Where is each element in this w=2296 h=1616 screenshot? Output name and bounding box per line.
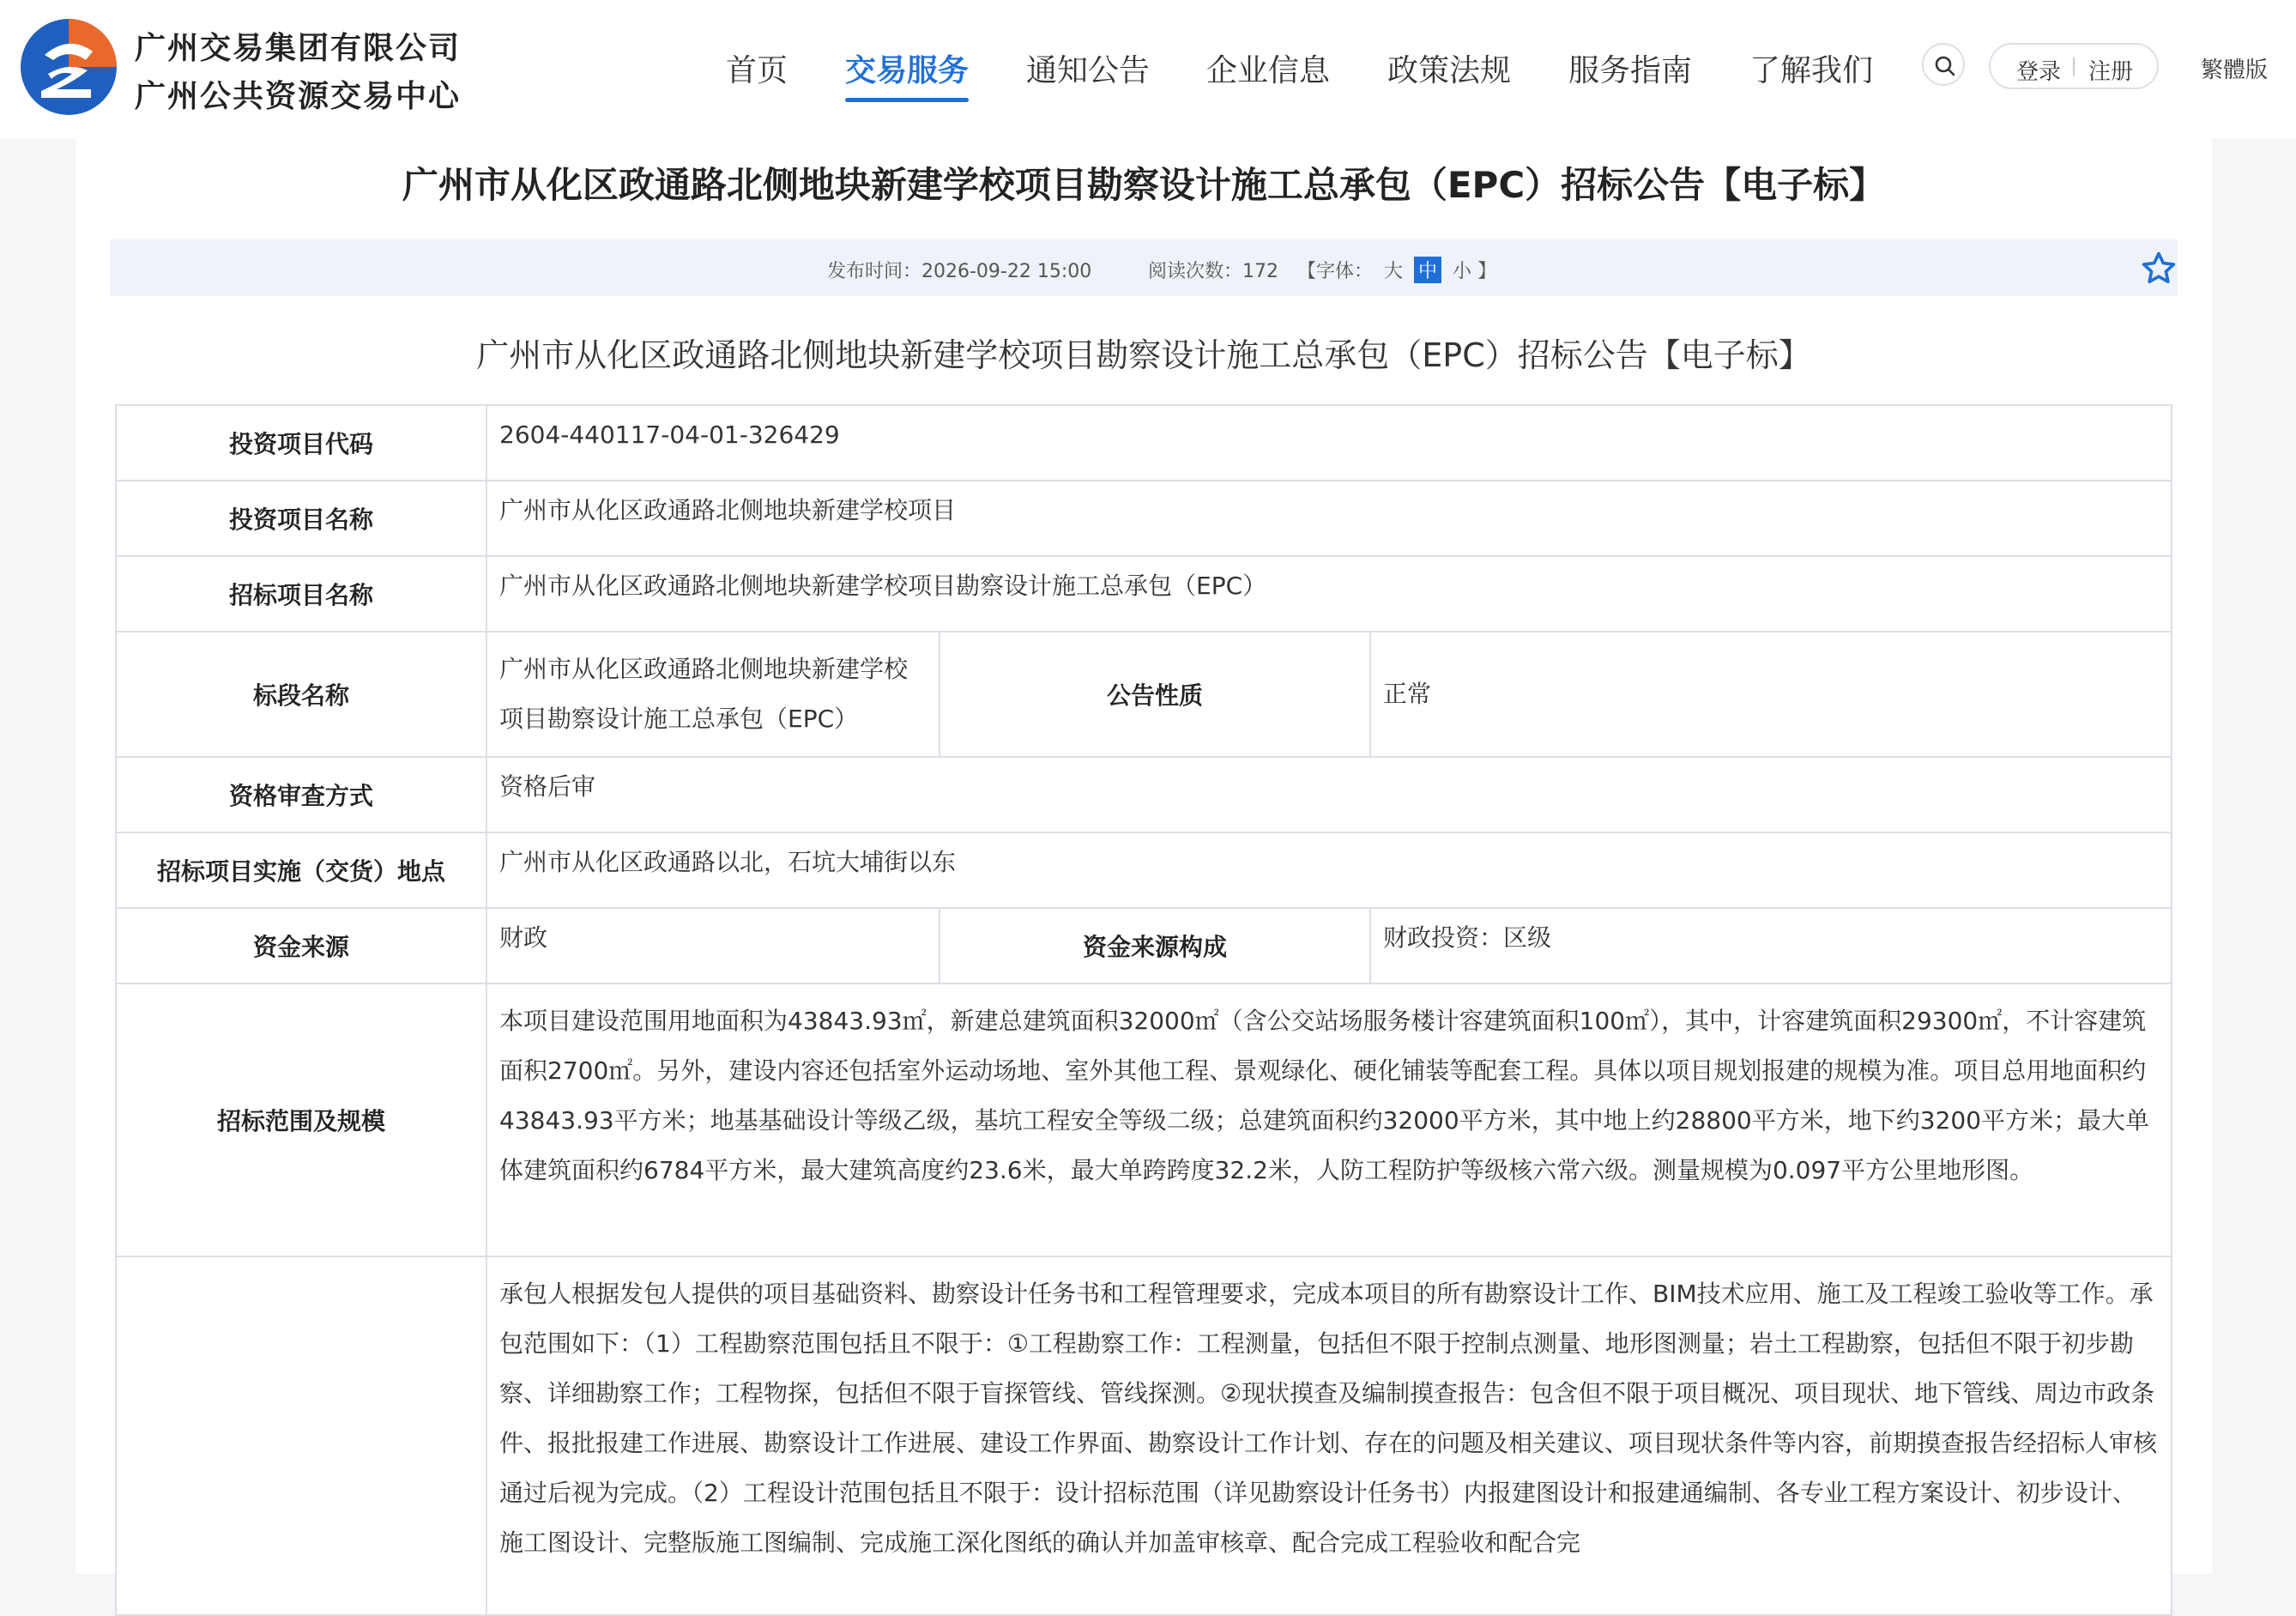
register-link[interactable]: 注册 bbox=[2088, 59, 2134, 85]
row-label-notice-type: 公告性质 bbox=[939, 631, 1371, 758]
logo-icon[interactable] bbox=[19, 17, 118, 117]
font-medium-option[interactable]: 中 bbox=[1414, 257, 1441, 283]
row-label-funding-composition: 资金来源构成 bbox=[939, 907, 1371, 984]
nav-trading-services[interactable]: 交易服务 bbox=[845, 53, 970, 88]
nav-about-us[interactable]: 了解我们 bbox=[1749, 53, 1874, 88]
row-label-qualification-review: 资格审查方式 bbox=[115, 756, 487, 833]
font-end: 】 bbox=[1477, 261, 1497, 282]
publish-time: 发布时间：2026-09-22 15:00 bbox=[827, 261, 1092, 282]
favorite-star-icon[interactable] bbox=[2140, 250, 2178, 287]
read-count: 阅读次数：172 bbox=[1148, 261, 1278, 282]
row-value-funding-source: 财政 bbox=[486, 907, 940, 984]
row-label-location: 招标项目实施（交货）地点 bbox=[115, 832, 487, 909]
article-card bbox=[76, 138, 2212, 1574]
row-value-project-code: 2604-440117-04-01-326429 bbox=[486, 404, 2172, 481]
article-subtitle: 广州市从化区政通路北侧地块新建学校项目勘察设计施工总承包（EPC）招标公告【电子标】 bbox=[476, 336, 1811, 374]
nav-notices[interactable]: 通知公告 bbox=[1026, 53, 1151, 88]
row-label-funding-source: 资金来源 bbox=[115, 907, 487, 984]
row-value-location: 广州市从化区政通路以北，石坑大埔街以东 bbox=[486, 832, 2172, 909]
row-value-notice-type: 正常 bbox=[1369, 631, 2172, 758]
row-value-qualification-review: 资格后审 bbox=[486, 756, 2172, 833]
bid-info-table bbox=[115, 404, 2172, 1606]
site-header bbox=[0, 0, 2296, 138]
row-label-project-name: 投资项目名称 bbox=[115, 480, 487, 557]
row-value-scope-scale: 本项目建设范围用地面积为43843.93㎡，新建总建筑面积32000㎡（含公交站场服务楼计容建筑面积100㎡），其中，计容建筑面积29300㎡，不计容建筑面积2700㎡。另外，建设内容还包括室外运动场地、室外其他工程、景观绿化、硬化铺装等配套工程。具体以项目规划报建的规模为准。项目总用地面积约43843.93平方米；地基基础设计等级乙级，基坑工程安全等级二级；总建筑面积约32000平方米，其中地上约28800平方米，地下约3200平方米；最大单体建筑面积约6784平方米，最大建筑高度约23.6米，最大单跨跨度32.2米，人防工程防护等级核六常六级。测量规模为0.097平方公里地形图。 bbox=[486, 983, 2172, 1257]
row-label-section-name: 标段名称 bbox=[115, 631, 487, 758]
font-small-option[interactable]: 小 bbox=[1453, 261, 1472, 282]
row-label-scope-scale: 招标范围及规模 bbox=[115, 983, 487, 1257]
row-label-bid-project-name: 招标项目名称 bbox=[115, 555, 487, 632]
nav-active-indicator bbox=[845, 98, 969, 102]
font-large-option[interactable]: 大 bbox=[1384, 261, 1404, 282]
search-icon bbox=[1934, 55, 1956, 77]
font-label: 【字体： bbox=[1297, 261, 1374, 282]
nav-enterprise-info[interactable]: 企业信息 bbox=[1206, 53, 1331, 88]
nav-home[interactable]: 首页 bbox=[726, 53, 788, 88]
search-button[interactable] bbox=[1922, 43, 1965, 86]
row-value-bid-project-name: 广州市从化区政通路北侧地块新建学校项目勘察设计施工总承包（EPC） bbox=[486, 555, 2172, 632]
nav-policies[interactable]: 政策法规 bbox=[1387, 53, 1512, 88]
row-value-section-name: 广州市从化区政通路北侧地块新建学校项目勘察设计施工总承包（EPC） bbox=[486, 631, 940, 758]
font-size-switcher bbox=[1297, 257, 1496, 283]
article-meta-bar bbox=[110, 239, 2178, 296]
page-title: 广州市从化区政通路北侧地块新建学校项目勘察设计施工总承包（EPC）招标公告【电子标】 bbox=[402, 164, 1886, 206]
traditional-chinese-link[interactable]: 繁體版 bbox=[2201, 57, 2269, 83]
row-value-project-name: 广州市从化区政通路北侧地块新建学校项目 bbox=[486, 480, 2172, 557]
org-name-line2: 广州公共资源交易中心 bbox=[135, 79, 462, 114]
divider bbox=[2073, 57, 2075, 76]
login-register-pill bbox=[1989, 43, 2159, 89]
login-link[interactable]: 登录 bbox=[2016, 59, 2062, 85]
org-name-line1: 广州交易集团有限公司 bbox=[135, 31, 462, 66]
row-label-contract-scope bbox=[115, 1256, 487, 1616]
row-value-funding-composition: 财政投资：区级 bbox=[1369, 907, 2172, 984]
row-label-project-code: 投资项目代码 bbox=[115, 404, 487, 481]
row-value-contract-scope: 承包人根据发包人提供的项目基础资料、勘察设计任务书和工程管理要求，完成本项目的所有勘察设计工作、BIM技术应用、施工及工程竣工验收等工作。承包范围如下：（1）工程勘察范围包括且不限于：①工程勘察工作：工程测量，包括但不限于控制点测量、地形图测量；岩土工程勘察，包括但不限于初步勘察、详细勘察工作；工程物探，包括但不限于盲探管线、管线探测。②现状摸查及编制摸查报告：包含但不限于项目概况、项目现状、地下管线、周边市政条件、报批报建工作进展、勘察设计工作进展、建设工作界面、勘察设计工作计划、存在的问题及相关建议、项目现状条件等内容，前期摸查报告经招标人审核通过后视为完成。（2）工程设计范围包括且不限于：设计招标范围（详见勘察设计任务书）内报建图设计和报建通编制、各专业工程方案设计、初步设计、施工图设计、完整版施工图编制、完成施工深化图纸的确认并加盖审核章、配合完成工程验收和配合完 bbox=[486, 1256, 2172, 1616]
nav-service-guide[interactable]: 服务指南 bbox=[1568, 53, 1693, 88]
